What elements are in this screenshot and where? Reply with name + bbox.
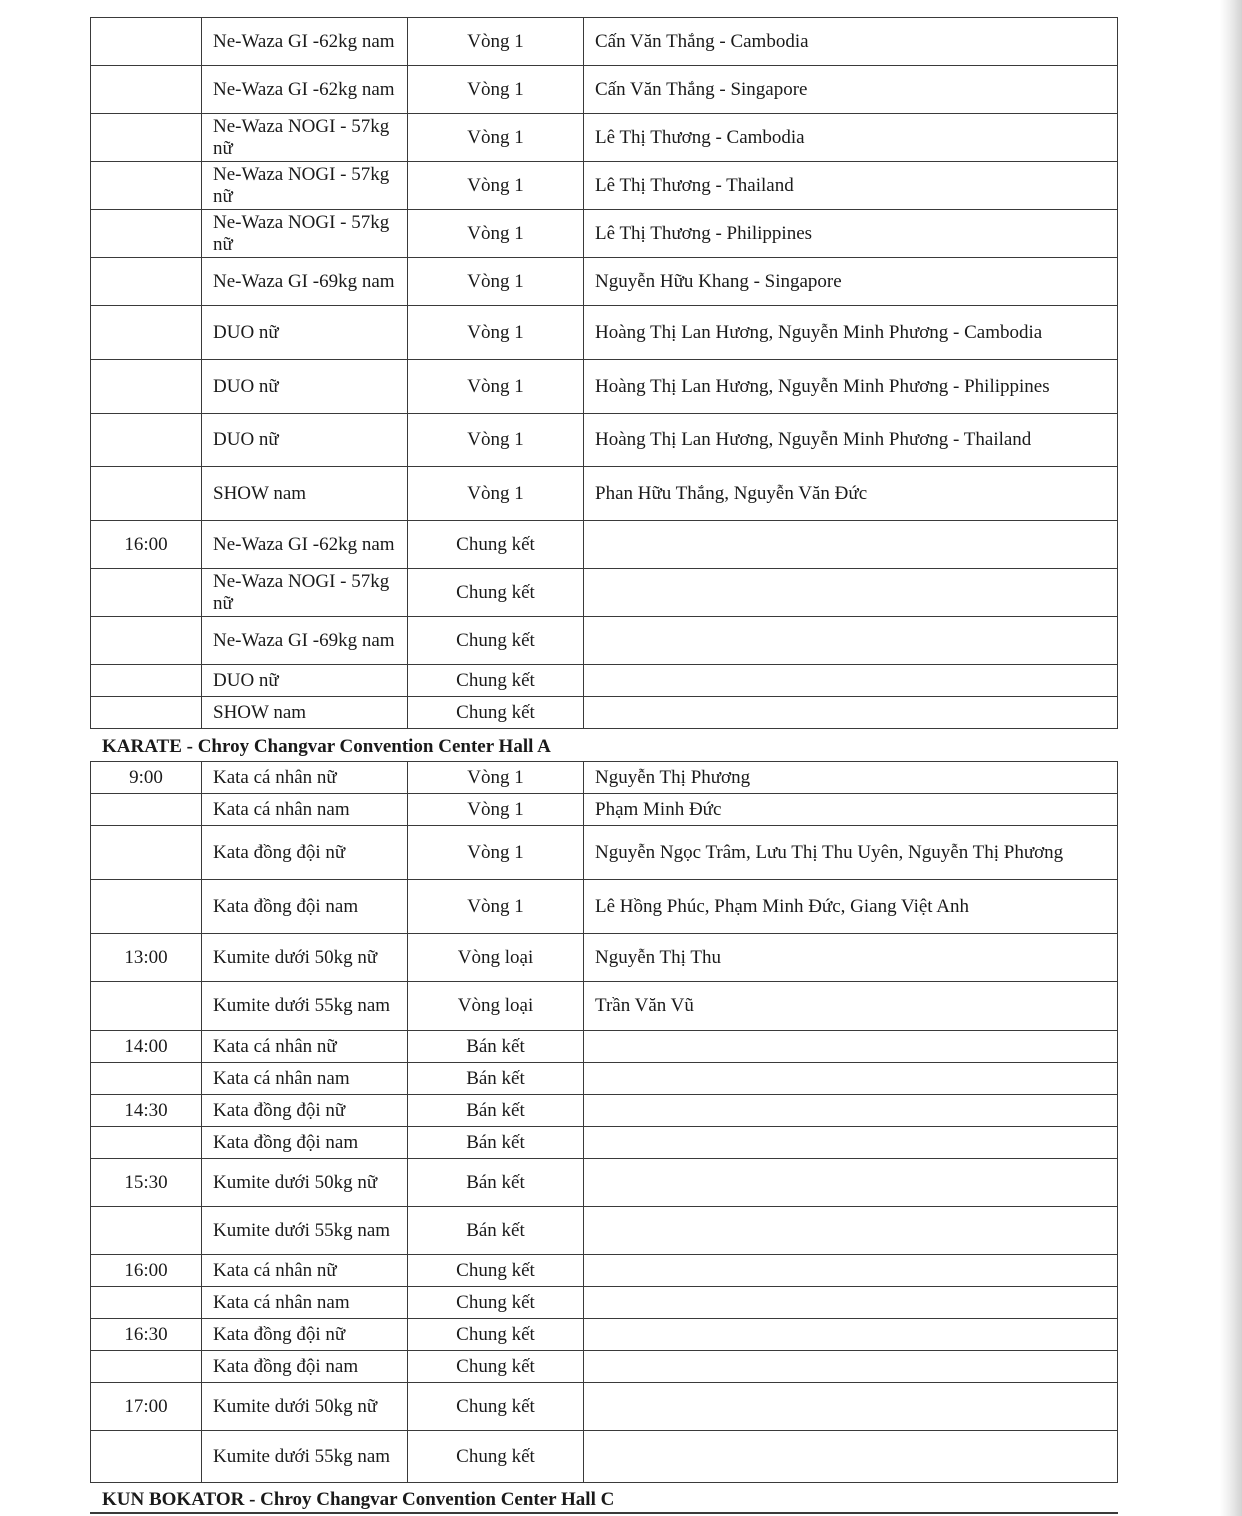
time-cell (91, 1351, 202, 1383)
round-cell-text: Chung kết (456, 533, 535, 555)
event-cell (202, 162, 408, 210)
round-cell-text: Chung kết (456, 1259, 535, 1281)
table-row (91, 1207, 1118, 1255)
time-cell (91, 162, 202, 210)
event-cell-text: Ne-Waza NOGI - 57kg nữ (213, 115, 390, 159)
round-cell (408, 617, 584, 665)
event-cell (202, 114, 408, 162)
schedule-table-block-1 (90, 17, 1118, 729)
athletes-cell (584, 1383, 1118, 1431)
athletes-cell-text: Nguyễn Hữu Khang - Singapore (595, 270, 842, 292)
table-row (91, 1127, 1118, 1159)
athletes-cell (584, 1351, 1118, 1383)
event-cell-text: Kata cá nhân nữ (213, 1259, 337, 1281)
time-cell-text: 13:00 (124, 946, 168, 968)
athletes-cell (584, 1095, 1118, 1127)
table-row (91, 1095, 1118, 1127)
table-row (91, 1287, 1118, 1319)
athletes-cell (584, 1431, 1118, 1483)
round-cell-text: Chung kết (456, 1395, 535, 1417)
time-cell (91, 617, 202, 665)
event-cell (202, 1159, 408, 1207)
athletes-cell (584, 982, 1118, 1031)
time-cell-text: 14:00 (124, 1035, 168, 1057)
event-cell (202, 521, 408, 569)
event-cell-text: Kumite dưới 50kg nữ (213, 1395, 378, 1417)
round-cell-text: Chung kết (456, 669, 535, 691)
time-cell (91, 210, 202, 258)
event-cell-text: Kata đồng đội nam (213, 1131, 359, 1153)
schedule-table-block-karate (90, 761, 1118, 1483)
time-cell (91, 826, 202, 880)
round-cell (408, 1319, 584, 1351)
athletes-cell-text: Hoàng Thị Lan Hương, Nguyễn Minh Phương - Philippines (595, 375, 1050, 397)
round-cell-text: Vòng 1 (467, 126, 524, 148)
athletes-cell (584, 66, 1118, 114)
round-cell-text: Chung kết (456, 1291, 535, 1313)
time-cell-text: 16:00 (124, 1259, 168, 1281)
table-row (91, 794, 1118, 826)
round-cell-text: Chung kết (456, 1323, 535, 1345)
schedule-table-jujitsu (90, 17, 1118, 729)
event-cell-text: Kata cá nhân nam (213, 798, 350, 820)
athletes-cell-text: Lê Thị Thương - Philippines (595, 222, 813, 244)
athletes-cell (584, 1287, 1118, 1319)
round-cell-text: Vòng 1 (467, 174, 524, 196)
athletes-cell (584, 762, 1118, 794)
event-cell-text: Ne-Waza GI -62kg nam (213, 78, 395, 100)
event-cell (202, 467, 408, 521)
page-edge-shadow (1220, 0, 1242, 1516)
time-cell (91, 66, 202, 114)
time-cell (91, 569, 202, 617)
table-row (91, 1383, 1118, 1431)
event-cell-text: Kata đồng đội nam (213, 895, 359, 917)
round-cell-text: Bán kết (466, 1219, 525, 1241)
athletes-cell (584, 162, 1118, 210)
round-cell (408, 1063, 584, 1095)
round-cell (408, 826, 584, 880)
time-cell-text: 14:30 (124, 1099, 168, 1121)
table-row (91, 114, 1118, 162)
time-cell (91, 1255, 202, 1287)
round-cell (408, 697, 584, 729)
time-cell (91, 1383, 202, 1431)
round-cell-text: Chung kết (456, 1355, 535, 1377)
athletes-cell (584, 1255, 1118, 1287)
event-cell (202, 1127, 408, 1159)
round-cell-text: Chung kết (456, 629, 535, 651)
event-cell-text: Kata đồng đội nữ (213, 1323, 346, 1345)
event-cell (202, 794, 408, 826)
table-row (91, 66, 1118, 114)
athletes-cell (584, 18, 1118, 66)
event-cell (202, 1383, 408, 1431)
athletes-cell-text: Nguyễn Ngọc Trâm, Lưu Thị Thu Uyên, Nguyễn Thị Phương (595, 841, 1064, 863)
event-cell-text: Kata cá nhân nam (213, 1067, 350, 1089)
event-cell (202, 665, 408, 697)
time-cell (91, 114, 202, 162)
round-cell-text: Vòng 1 (467, 30, 524, 52)
round-cell (408, 1255, 584, 1287)
time-cell (91, 1127, 202, 1159)
athletes-cell (584, 467, 1118, 521)
athletes-cell (584, 414, 1118, 467)
athletes-cell (584, 210, 1118, 258)
athletes-cell-text: Nguyễn Thị Thu (595, 946, 721, 968)
event-cell-text: Kumite dưới 55kg nam (213, 1219, 391, 1241)
time-cell-text: 17:00 (124, 1395, 168, 1417)
event-cell (202, 762, 408, 794)
round-cell-text: Vòng 1 (467, 78, 524, 100)
event-cell-text: DUO nữ (213, 669, 279, 691)
time-cell-text: 9:00 (129, 766, 163, 788)
round-cell (408, 880, 584, 934)
athletes-cell (584, 569, 1118, 617)
round-cell (408, 794, 584, 826)
athletes-cell (584, 880, 1118, 934)
round-cell-text: Vòng 1 (467, 222, 524, 244)
round-cell (408, 982, 584, 1031)
table-row (91, 880, 1118, 934)
event-cell (202, 1095, 408, 1127)
time-cell (91, 1431, 202, 1483)
event-cell-text: Kata đồng đội nam (213, 1355, 359, 1377)
event-cell (202, 1351, 408, 1383)
round-cell-text: Bán kết (466, 1035, 525, 1057)
event-cell (202, 258, 408, 306)
round-cell-text: Chung kết (456, 701, 535, 723)
table-row (91, 360, 1118, 414)
table-row (91, 1351, 1118, 1383)
table-row (91, 210, 1118, 258)
event-cell (202, 617, 408, 665)
table-row (91, 697, 1118, 729)
round-cell (408, 162, 584, 210)
athletes-cell (584, 1319, 1118, 1351)
athletes-cell-text: Cấn Văn Thắng - Singapore (595, 78, 808, 100)
round-cell-text: Bán kết (466, 1067, 525, 1089)
round-cell (408, 1351, 584, 1383)
round-cell-text: Vòng loại (457, 995, 534, 1016)
round-cell (408, 1095, 584, 1127)
event-cell-text: Kumite dưới 55kg nam (213, 1445, 391, 1467)
round-cell (408, 569, 584, 617)
section-title-kun-bokator: KUN BOKATOR - Chroy Changvar Convention Center Hall C (102, 1489, 615, 1510)
round-cell-text: Vòng 1 (467, 895, 524, 917)
athletes-cell (584, 1127, 1118, 1159)
time-cell (91, 1207, 202, 1255)
time-cell (91, 306, 202, 360)
event-cell-text: Kata cá nhân nữ (213, 766, 337, 788)
table-row (91, 467, 1118, 521)
event-cell (202, 66, 408, 114)
event-cell-text: Kata cá nhân nam (213, 1291, 350, 1313)
event-cell (202, 569, 408, 617)
event-cell-text: Ne-Waza NOGI - 57kg nữ (213, 163, 390, 207)
table-row (91, 18, 1118, 66)
round-cell (408, 665, 584, 697)
table-row (91, 617, 1118, 665)
event-cell (202, 360, 408, 414)
round-cell-text: Bán kết (466, 1099, 525, 1121)
time-cell (91, 982, 202, 1031)
table-row (91, 934, 1118, 982)
athletes-cell (584, 258, 1118, 306)
table-row (91, 569, 1118, 617)
event-cell-text: Kata đồng đội nữ (213, 1099, 346, 1121)
event-cell-text: Ne-Waza NOGI - 57kg nữ (213, 211, 390, 255)
event-cell-text: SHOW nam (213, 701, 307, 723)
time-cell (91, 1063, 202, 1095)
time-cell (91, 665, 202, 697)
event-cell-text: Ne-Waza NOGI - 57kg nữ (213, 570, 390, 614)
event-cell (202, 697, 408, 729)
table-row (91, 1063, 1118, 1095)
athletes-cell (584, 1031, 1118, 1063)
time-cell-text: 15:30 (124, 1171, 168, 1193)
round-cell (408, 1031, 584, 1063)
time-cell (91, 467, 202, 521)
round-cell-text: Vòng 1 (467, 375, 524, 397)
table-row (91, 1319, 1118, 1351)
round-cell (408, 1159, 584, 1207)
round-cell-text: Chung kết (456, 1445, 535, 1467)
table-row (91, 1431, 1118, 1483)
event-cell-text: Kata đồng đội nữ (213, 841, 346, 863)
time-cell (91, 414, 202, 467)
round-cell (408, 1127, 584, 1159)
time-cell (91, 258, 202, 306)
event-cell (202, 210, 408, 258)
athletes-cell-text: Lê Thị Thương - Cambodia (595, 126, 805, 148)
athletes-cell-text: Hoàng Thị Lan Hương, Nguyễn Minh Phương - Cambodia (595, 321, 1043, 343)
round-cell-text: Vòng 1 (467, 429, 524, 450)
athletes-cell (584, 665, 1118, 697)
time-cell (91, 1095, 202, 1127)
event-cell (202, 934, 408, 982)
time-cell (91, 880, 202, 934)
event-cell (202, 826, 408, 880)
event-cell-text: Ne-Waza GI -62kg nam (213, 533, 395, 555)
table-row (91, 1159, 1118, 1207)
time-cell (91, 521, 202, 569)
round-cell (408, 114, 584, 162)
athletes-cell (584, 114, 1118, 162)
time-cell-text: 16:00 (124, 533, 168, 555)
event-cell-text: Ne-Waza GI -69kg nam (213, 270, 395, 292)
event-cell (202, 306, 408, 360)
section-underline (90, 1512, 1118, 1514)
athletes-cell (584, 617, 1118, 665)
event-cell-text: Ne-Waza GI -69kg nam (213, 629, 395, 651)
schedule-table-karate (90, 761, 1118, 1483)
table-row (91, 762, 1118, 794)
time-cell (91, 1159, 202, 1207)
event-cell-text: Kumite dưới 50kg nữ (213, 1171, 378, 1193)
event-cell (202, 1431, 408, 1483)
table-row (91, 306, 1118, 360)
athletes-cell (584, 1159, 1118, 1207)
round-cell (408, 1431, 584, 1483)
round-cell (408, 1287, 584, 1319)
athletes-cell (584, 360, 1118, 414)
athletes-cell (584, 934, 1118, 982)
round-cell-text: Vòng 1 (467, 766, 524, 788)
table-row (91, 258, 1118, 306)
event-cell-text: DUO nữ (213, 321, 279, 343)
event-cell (202, 1063, 408, 1095)
athletes-cell (584, 826, 1118, 880)
round-cell (408, 934, 584, 982)
table-row (91, 521, 1118, 569)
athletes-cell-text: Trần Văn Vũ (595, 995, 694, 1016)
event-cell-text: DUO nữ (213, 429, 279, 450)
event-cell (202, 1207, 408, 1255)
event-cell-text: Kumite dưới 50kg nữ (213, 946, 378, 968)
athletes-cell-text: Phan Hữu Thắng, Nguyễn Văn Đức (595, 482, 868, 504)
time-cell (91, 934, 202, 982)
event-cell (202, 982, 408, 1031)
event-cell-text: DUO nữ (213, 375, 279, 397)
time-cell (91, 697, 202, 729)
time-cell (91, 18, 202, 66)
event-cell (202, 1319, 408, 1351)
athletes-cell-text: Cấn Văn Thắng - Cambodia (595, 30, 809, 52)
round-cell (408, 467, 584, 521)
section-title-karate: KARATE - Chroy Changvar Convention Center Hall A (102, 736, 551, 757)
round-cell-text: Vòng 1 (467, 321, 524, 343)
table-row (91, 162, 1118, 210)
round-cell (408, 18, 584, 66)
athletes-cell (584, 521, 1118, 569)
table-row (91, 1255, 1118, 1287)
event-cell-text: Kata cá nhân nữ (213, 1035, 337, 1057)
round-cell-text: Vòng 1 (467, 482, 524, 504)
round-cell-text: Vòng loại (457, 946, 534, 968)
round-cell (408, 306, 584, 360)
time-cell (91, 762, 202, 794)
table-row (91, 1031, 1118, 1063)
round-cell (408, 210, 584, 258)
round-cell (408, 66, 584, 114)
round-cell (408, 1383, 584, 1431)
table-row (91, 982, 1118, 1031)
event-cell (202, 1031, 408, 1063)
round-cell-text: Vòng 1 (467, 841, 524, 863)
round-cell (408, 1207, 584, 1255)
event-cell (202, 1287, 408, 1319)
table-row (91, 826, 1118, 880)
round-cell (408, 258, 584, 306)
round-cell (408, 414, 584, 467)
event-cell (202, 880, 408, 934)
athletes-cell-text: Lê Thị Thương - Thailand (595, 174, 794, 196)
athletes-cell (584, 1207, 1118, 1255)
time-cell (91, 794, 202, 826)
time-cell (91, 1319, 202, 1351)
event-cell-text: SHOW nam (213, 482, 307, 504)
round-cell-text: Chung kết (456, 581, 535, 603)
athletes-cell (584, 697, 1118, 729)
time-cell (91, 360, 202, 414)
time-cell (91, 1031, 202, 1063)
athletes-cell-text: Nguyễn Thị Phương (595, 766, 751, 788)
round-cell (408, 360, 584, 414)
round-cell (408, 762, 584, 794)
table-row (91, 665, 1118, 697)
round-cell (408, 521, 584, 569)
athletes-cell (584, 794, 1118, 826)
athletes-cell-text: Phạm Minh Đức (595, 798, 722, 820)
event-cell-text: Ne-Waza GI -62kg nam (213, 30, 395, 52)
event-cell (202, 1255, 408, 1287)
round-cell-text: Vòng 1 (467, 270, 524, 292)
round-cell-text: Vòng 1 (467, 798, 524, 820)
table-row (91, 414, 1118, 467)
athletes-cell-text: Hoàng Thị Lan Hương, Nguyễn Minh Phương - Thailand (595, 429, 1032, 450)
round-cell-text: Bán kết (466, 1131, 525, 1153)
round-cell-text: Bán kết (466, 1171, 525, 1193)
event-cell (202, 18, 408, 66)
athletes-cell (584, 306, 1118, 360)
time-cell-text: 16:30 (124, 1323, 168, 1345)
event-cell-text: Kumite dưới 55kg nam (213, 995, 391, 1016)
athletes-cell-text: Lê Hồng Phúc, Phạm Minh Đức, Giang Việt Anh (595, 895, 969, 917)
time-cell (91, 1287, 202, 1319)
athletes-cell (584, 1063, 1118, 1095)
event-cell (202, 414, 408, 467)
